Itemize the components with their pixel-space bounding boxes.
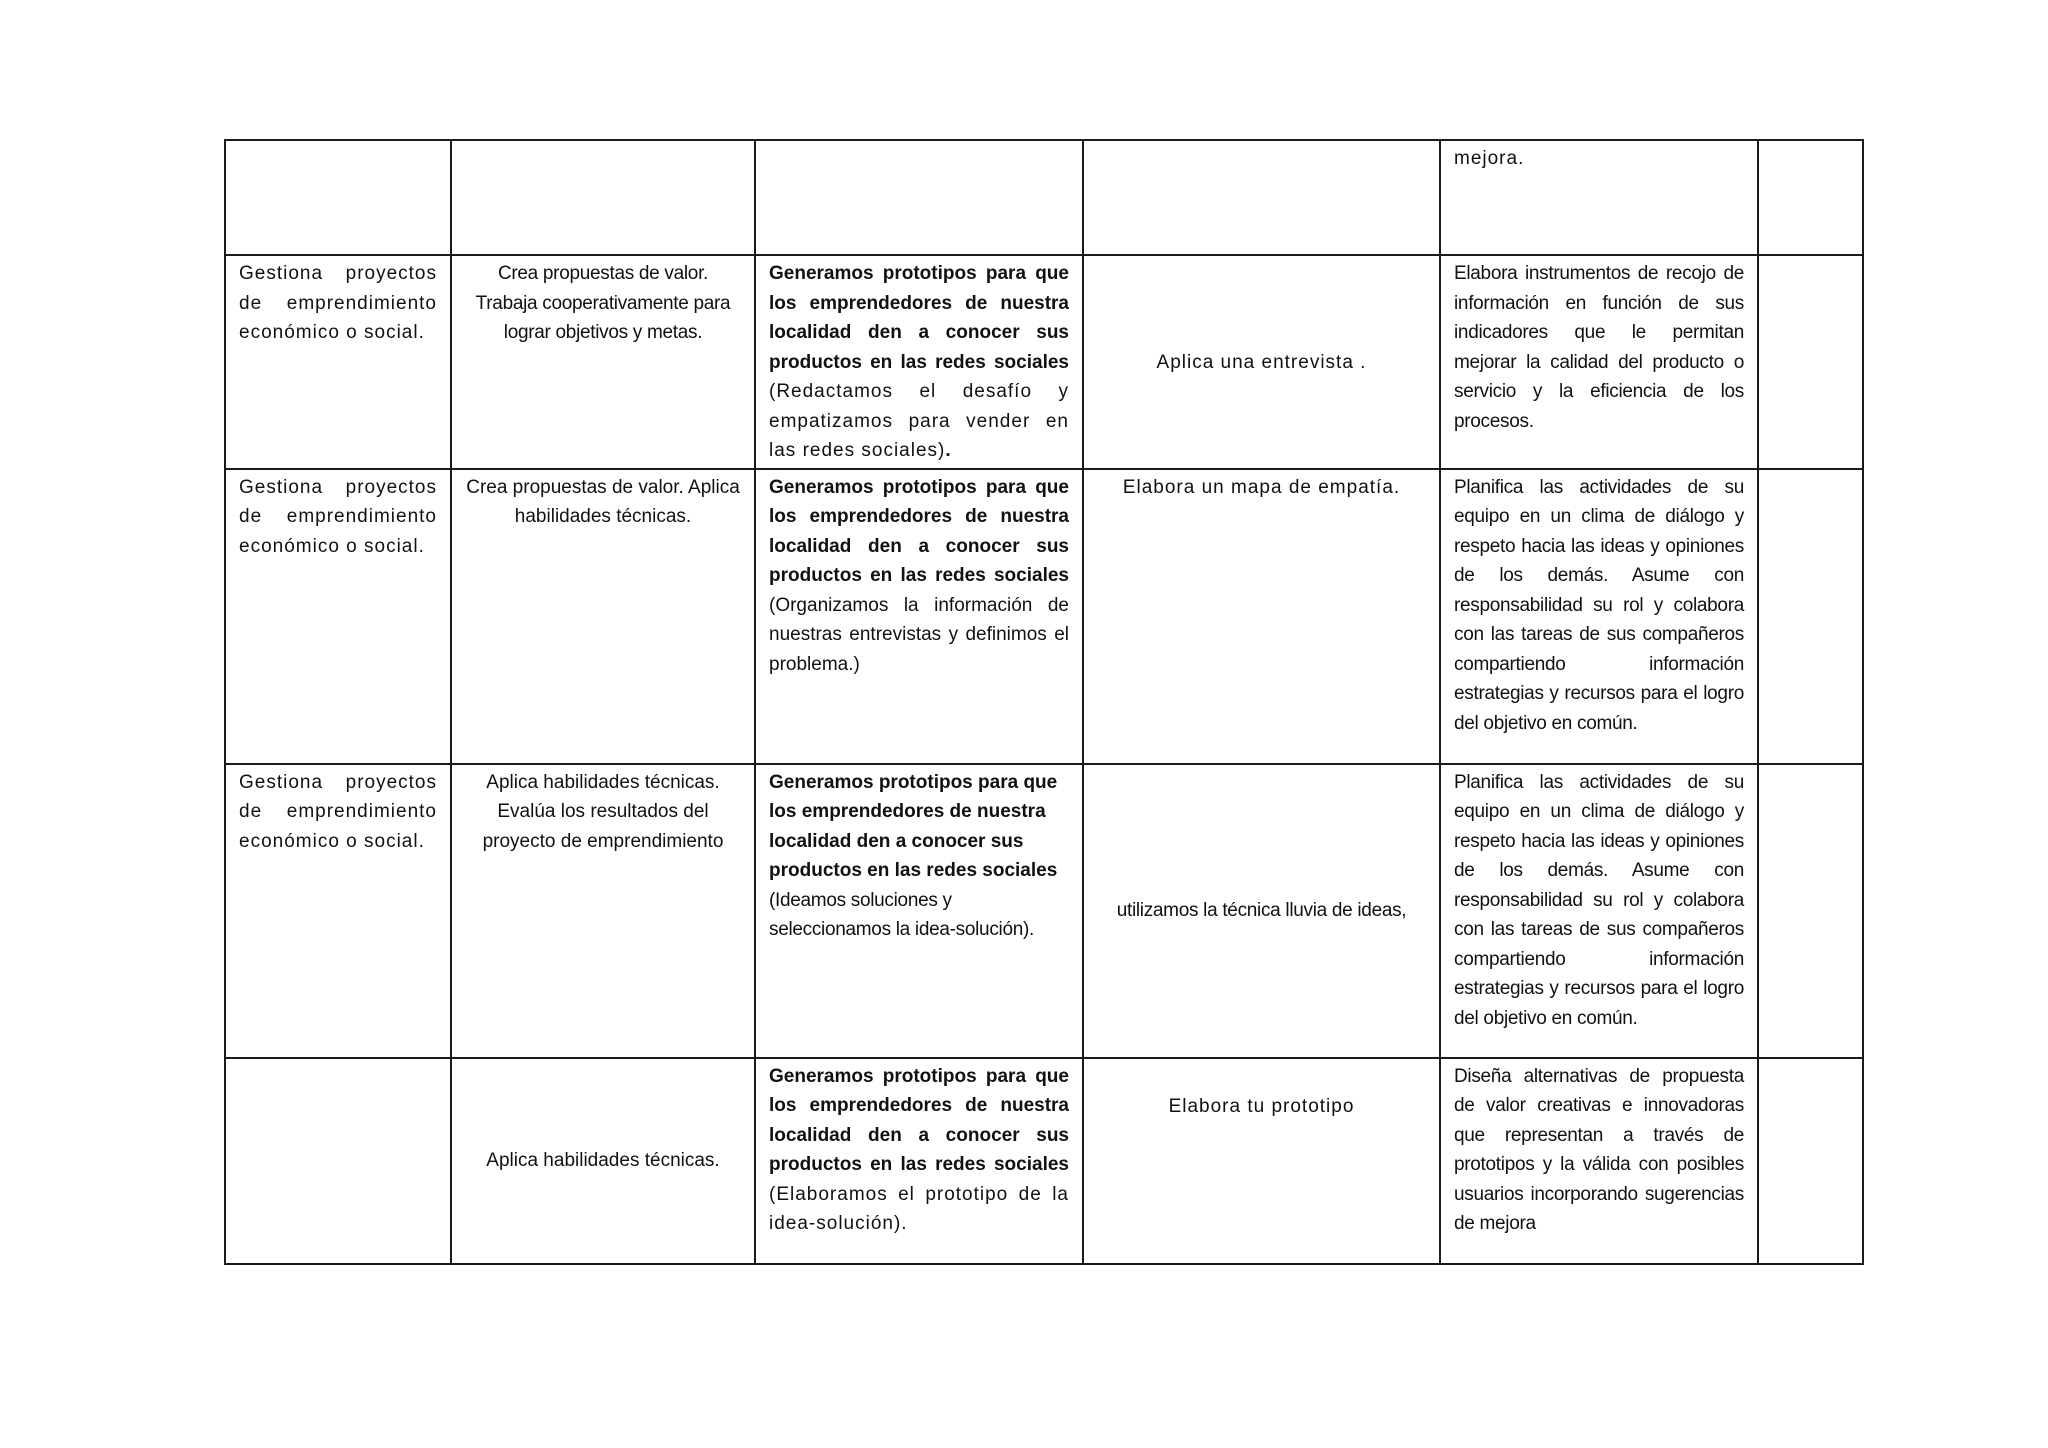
extra-cell: [1758, 140, 1863, 255]
capacidades-cell: Crea propuestas de valor. Trabaja cooperativamente para lograr objetivos y metas.: [451, 255, 755, 469]
capacidades-cell: [451, 140, 755, 255]
sesion-title: Generamos prototipos para que los emprendedores de nuestra localidad den a conocer sus productos en las redes sociales: [769, 263, 1069, 373]
sesion-subtitle: (Elaboramos el prototipo de la idea-solución).: [769, 1183, 1069, 1234]
extra-cell: [1758, 469, 1863, 764]
extra-cell: [1758, 764, 1863, 1058]
sesion-title: Generamos prototipos para que los emprendedores de nuestra localidad den a conocer sus productos en las redes sociales: [769, 1065, 1069, 1175]
competencia-cell: Gestiona proyectos de emprendimiento económico o social.: [225, 469, 451, 764]
actividad-cell: utilizamos la técnica lluvia de ideas,: [1083, 764, 1440, 1058]
sesion-cell: [755, 1058, 1083, 1264]
sesion-title: Generamos prototipos para que los emprendedores de nuestra localidad den a conocer sus productos en las redes sociales: [769, 476, 1069, 586]
sesion-subtitle: (Ideamos soluciones y seleccionamos la idea-solución).: [769, 889, 1034, 940]
desempeno-cell: Elabora instrumentos de recojo de información en función de sus indicadores que le permitan mejorar la calidad del producto o servicio y la eficiencia de los procesos.: [1440, 255, 1758, 469]
competencia-cell: [225, 1058, 451, 1264]
competencia-cell: Gestiona proyectos de emprendimiento económico o social.: [225, 255, 451, 469]
desempeno-cell: Diseña alternativas de propuesta de valor creativas e innovadoras que representan a través de prototipos y la válida con posibles usuarios incorporando sugerencias de mejora: [1440, 1058, 1758, 1264]
desempeno-cell: Planifica las actividades de su equipo en un clima de diálogo y respeto hacia las ideas y opiniones de los demás. Asume con responsabilidad su rol y colabora con las tareas de sus compañeros compartiendo información estrategias y recursos para el logro del objetivo en común.: [1440, 469, 1758, 764]
actividad-cell: Aplica una entrevista .: [1083, 255, 1440, 469]
planning-table: [224, 139, 1864, 1265]
table-row: [225, 469, 1863, 764]
capacidades-cell: Crea propuestas de valor. Aplica habilidades técnicas.: [451, 469, 755, 764]
sesion-cell: [755, 764, 1083, 1058]
table-row: [225, 1058, 1863, 1264]
capacidades-cell: Aplica habilidades técnicas.: [451, 1058, 755, 1264]
table-row: [225, 140, 1863, 255]
capacidades-cell: Aplica habilidades técnicas. Evalúa los resultados del proyecto de emprendimiento: [451, 764, 755, 1058]
actividad-cell: Elabora un mapa de empatía.: [1083, 469, 1440, 764]
desempeno-cell: Planifica las actividades de su equipo en un clima de diálogo y respeto hacia las ideas y opiniones de los demás. Asume con responsabilidad su rol y colabora con las tareas de sus compañeros compartiendo información estrategias y recursos para el logro del objetivo en común.: [1440, 764, 1758, 1058]
extra-cell: [1758, 255, 1863, 469]
sesion-subtitle: (Organizamos la información de nuestras entrevistas y definimos el problema.): [769, 594, 1069, 675]
sesion-end: .: [945, 440, 951, 461]
sesion-cell: [755, 255, 1083, 469]
actividad-cell: [1083, 140, 1440, 255]
sesion-subtitle: (Redactamos el desafío y empatizamos para vender en las redes sociales): [769, 381, 1069, 461]
actividad-cell: Elabora tu prototipo: [1083, 1058, 1440, 1264]
table-row: [225, 764, 1863, 1058]
extra-cell: [1758, 1058, 1863, 1264]
sesion-title: Generamos prototipos para que los emprendedores de nuestra localidad den a conocer sus productos en las redes sociales: [769, 771, 1058, 881]
competencia-cell: Gestiona proyectos de emprendimiento económico o social.: [225, 764, 451, 1058]
desempeno-cell: mejora.: [1440, 140, 1758, 255]
sesion-cell: [755, 469, 1083, 764]
competencia-cell: [225, 140, 451, 255]
sesion-cell: [755, 140, 1083, 255]
table-row: [225, 255, 1863, 469]
